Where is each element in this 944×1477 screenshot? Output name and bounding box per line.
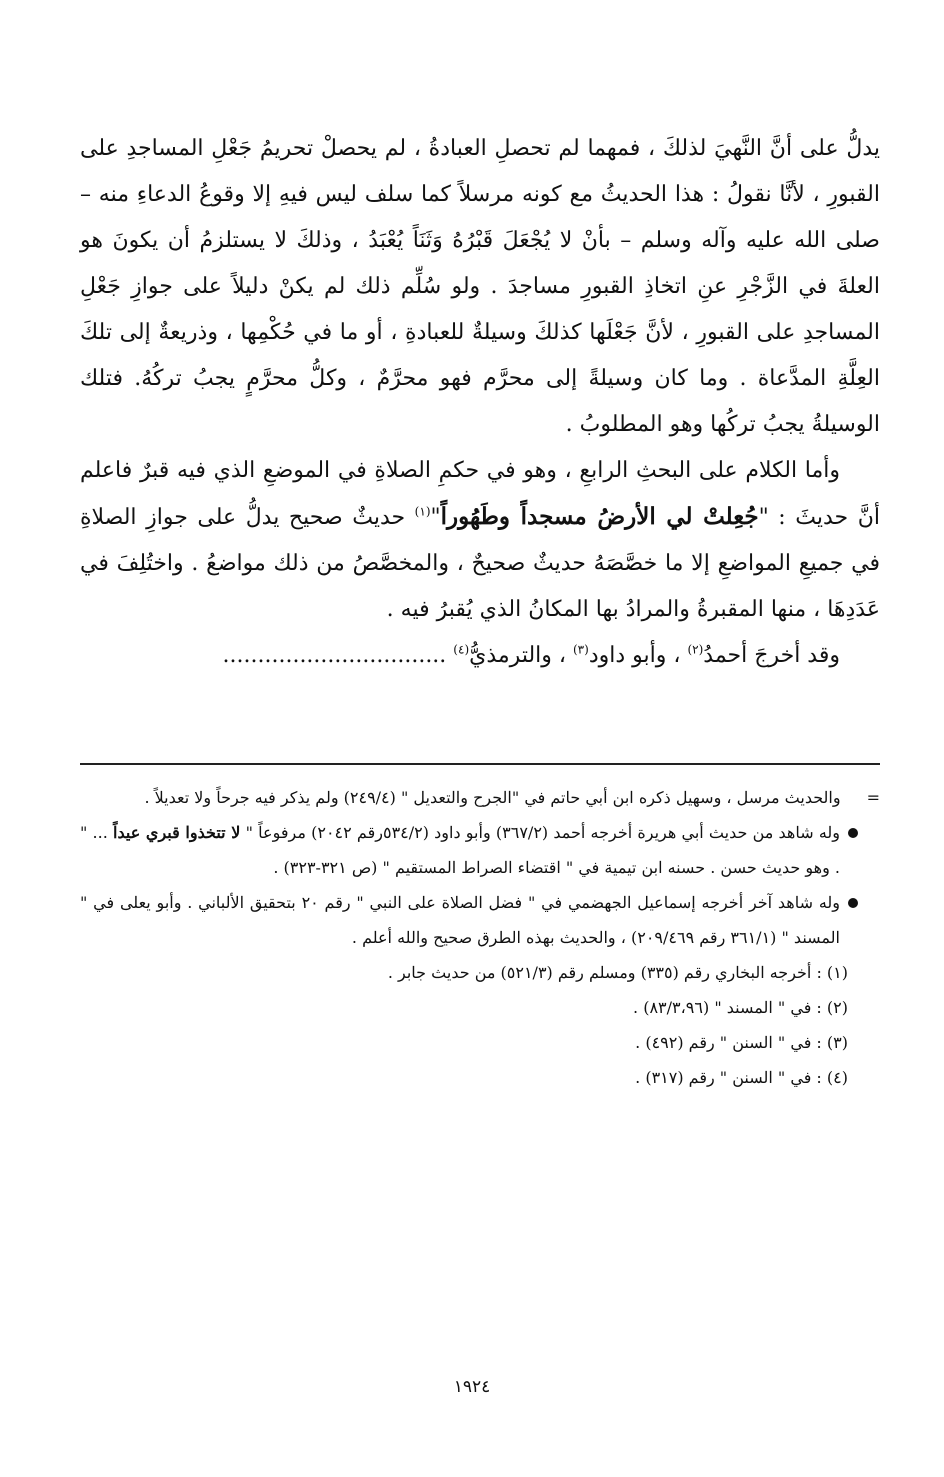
- footnote-bullet-1: [80, 815, 880, 885]
- footnote-1: (١) : أخرجه البخاري رقم (٣٣٥) ومسلم رقم (٥٢١/٣) من حديث جابر .: [387, 963, 848, 982]
- footnote-ref-4[interactable]: (٤): [453, 642, 470, 657]
- paragraph-2-rest: حديثٌ صحيح يدلُّ على جوازِ الصلاةِ في جميعِ المواضعِ إلا ما خصَّصَهُ حديثٌ صحيحٌ ، والمخصَّصُ من ذلك مواضعُ . واختُلِفَ في عَدَدِهَا ، منها المقبرةُ والمرادُ بها المكانُ الذي يُقبرُ فيه .: [80, 505, 880, 622]
- footnotes-section: [80, 780, 880, 1095]
- footnote-ref-3[interactable]: (٣): [572, 642, 589, 657]
- paragraph-2: [80, 448, 880, 633]
- paragraph-1: يدلُّ على أنَّ النَّهيَ لذلكَ ، فمهما لم تحصلِ العبادةُ ، لم يحصلْ تحريمُ جَعْلِ المساجدِ على القبورِ ، لأنَّا نقولُ : هذا الحديثُ مع كونه مرسلاً كما سلف ليس فيهِ إلا وقوعُ الدعاءِ منه – صلى الله عليه وآله وسلم – بأنْ لا يُجْعَلَ قَبْرُهُ وَثَنَاً يُعْبَدُ ، وذلكَ لا يستلزمُ أن يكونَ هو العلةَ في الزَّجْرِ عنِ اتخاذِ القبورِ مساجدَ . ولو سُلِّم ذلك لم يكنْ دليلاً على جوازِ جَعْلِ المساجدِ على القبورِ ، لأنَّ جَعْلَها كذلكَ وسيلةٌ للعبادةِ ، أو ما في حُكْمِها ، وذريعةٌ إلى تلكَ العِلَّةِ المدَّعاة . وما كان وسيلةً إلى محرَّم فهو محرَّمٌ ، وكلُّ محرَّمٍ يجبُ تركُهُ. فتلك الوسيلةُ يجبُ تركُها وهو المطلوبُ .: [80, 136, 880, 437]
- bullet-1-quote: لا تتخذوا قبري عيداً: [113, 823, 241, 842]
- page-number: ١٩٢٤: [453, 1377, 491, 1397]
- paragraph-3-dots: ................................: [222, 643, 454, 668]
- paragraph-3: [80, 633, 880, 679]
- continuation-text: والحديث مرسل ، وسهيل ذكره ابن أبي حاتم في "الجرح والتعديل " (٢٤٩/٤) ولم يذكر فيه جرحاً ولا تعديلاً .: [144, 788, 841, 807]
- bullet-2-text: وله شاهد آخر أخرجه إسماعيل الجهضمي في " فضل الصلاة على النبي " رقم ٢٠ بتحقيق الألباني . وأبو يعلى في " المسند " (٣٦١/١ رقم ٢٠٩/٤٦٩) ، والحديث بهذه الطرق صحيح والله أعلم .: [80, 893, 841, 947]
- continuation-mark: =: [866, 788, 880, 807]
- footnote-3: (٣) : في " السنن " رقم (٤٩٢) .: [635, 1033, 848, 1052]
- footnote-continuation: [80, 780, 880, 815]
- bullet-dot-icon: [848, 898, 858, 908]
- footnote-ref-1[interactable]: (١): [414, 504, 431, 519]
- footnote-4: (٤) : في " السنن " رقم (٣١٧) .: [635, 1068, 848, 1087]
- paragraph-3-part-c: ، والترمذيُّ: [469, 643, 573, 668]
- footnote-divider: [80, 763, 880, 765]
- footnote-bullet-2: [80, 885, 880, 955]
- bullet-1-part-a: وله شاهد من حديث أبي هريرة أخرجه أحمد (٣٦٧/٢) وأبو داود (٥٣٤/٢رقم ٢٠٤٢) مرفوعاً ": [240, 823, 841, 842]
- bullet-dot-icon: [848, 828, 858, 838]
- footnote-2: (٢) : في " المسند " (٨٣/٣،٩٦) .: [633, 998, 848, 1017]
- paragraph-2-intro: وأما الكلام على البحثِ الرابعِ ، وهو في حكمِ الصلاةِ في الموضعِ الذي فيه قبرٌ فاعلم أنَّ حديثَ : ": [80, 458, 880, 530]
- main-text: [80, 126, 880, 679]
- paragraph-3-part-b: ، وأبو داود: [588, 643, 688, 668]
- footnote-ref-2[interactable]: (٢): [687, 642, 704, 657]
- quote-close: ": [430, 505, 441, 530]
- hadith-quote: جُعِلتْ لي الأرضُ مسجداً وطَهُوراً: [440, 503, 759, 530]
- bullet-1-part-b: ... " . وهو حديث حسن . حسنه ابن تيمية في " اقتضاء الصراط المستقيم " (ص ٣٢١-٣٢٣) .: [80, 823, 840, 877]
- paragraph-3-part-a: وقد أخرجَ أحمدُ: [703, 643, 840, 668]
